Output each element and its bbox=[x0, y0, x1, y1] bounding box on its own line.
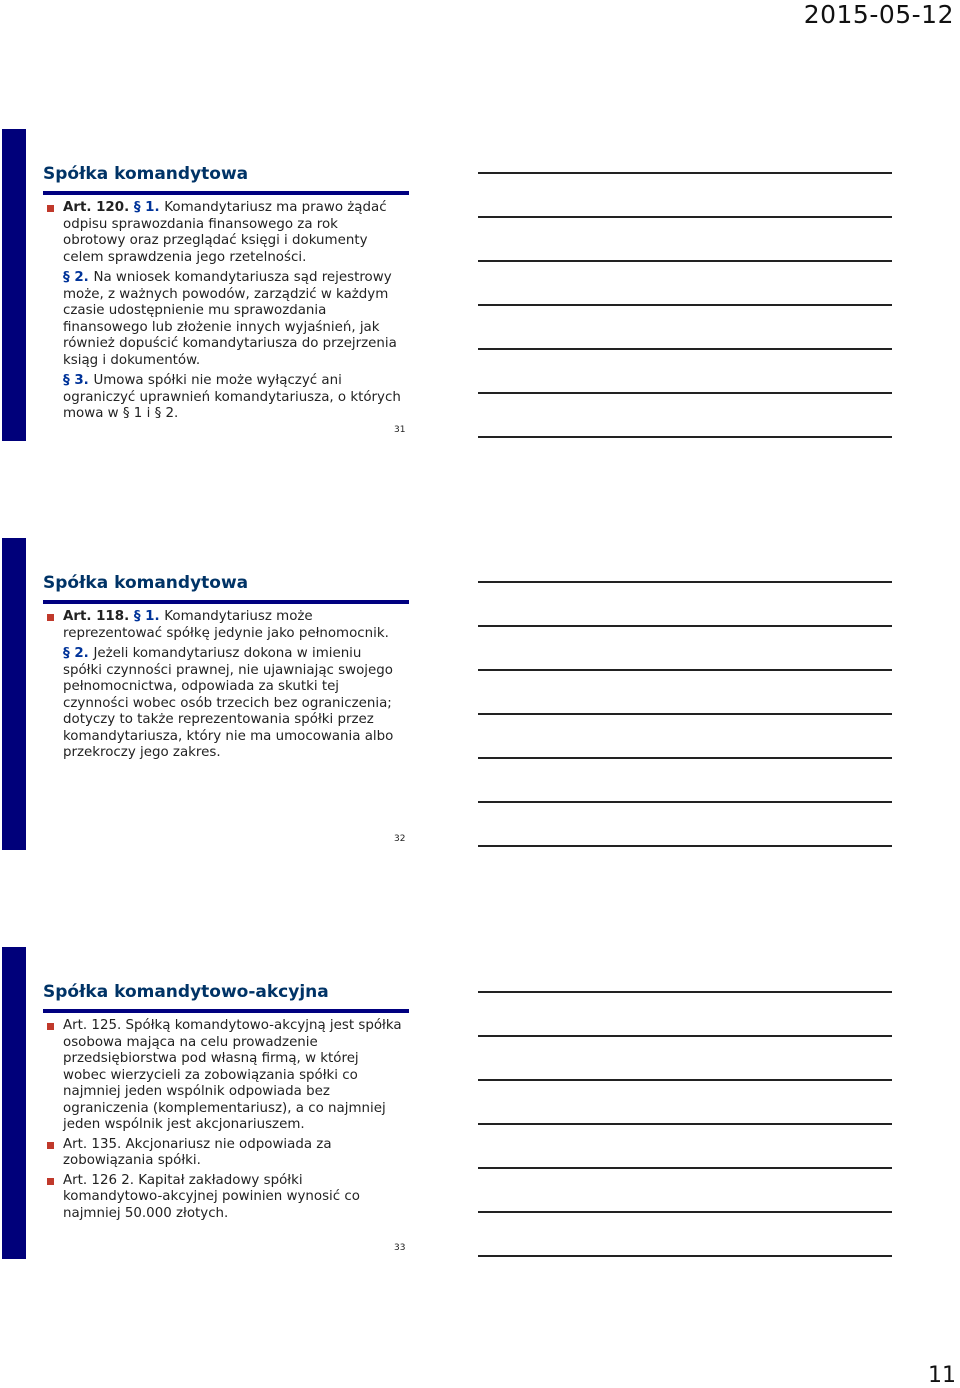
slide-body bbox=[44, 200, 404, 423]
note-line bbox=[478, 581, 892, 583]
paragraph bbox=[44, 646, 404, 762]
slide-title: Spółka komandytowo-akcyjna bbox=[43, 982, 329, 1002]
article-ref: § 3. bbox=[63, 373, 94, 388]
slide-accent-bar bbox=[2, 947, 26, 1259]
paragraph bbox=[44, 270, 404, 369]
note-line bbox=[478, 1255, 892, 1257]
note-line bbox=[478, 172, 892, 174]
text-run: Art. 135. Akcjonariusz nie odpowiada za zobowiązania spółki. bbox=[63, 1136, 332, 1168]
slide-number: 32 bbox=[394, 834, 406, 844]
article-ref: § 2. bbox=[63, 646, 94, 661]
note-line bbox=[478, 1167, 892, 1169]
slide-33 bbox=[0, 947, 420, 1259]
slide-accent-bar bbox=[2, 129, 26, 441]
slide-title: Spółka komandytowa bbox=[43, 164, 249, 184]
text-run: Komandytariusz ma prawo żądać odpisu sprawozdania finansowego za rok obrotowy oraz przeglądać księgi i dokumenty celem sprawdzenia jego rzetelności. bbox=[63, 200, 387, 265]
text-run: Umowa spółki nie może wyłączyć ani ograniczyć uprawnień komandytariusza, o których mowa w § 1 i § 2. bbox=[63, 373, 401, 421]
slide-body bbox=[44, 1018, 404, 1222]
slide-32 bbox=[0, 538, 420, 850]
page-date: 2015-05-12 bbox=[803, 0, 954, 29]
note-line bbox=[478, 991, 892, 993]
note-line bbox=[478, 625, 892, 627]
note-line bbox=[478, 1079, 892, 1081]
article-ref: § 1. bbox=[133, 609, 165, 624]
note-line bbox=[478, 1035, 892, 1037]
note-line bbox=[478, 260, 892, 262]
bullet-item bbox=[44, 1137, 404, 1170]
note-line bbox=[478, 669, 892, 671]
page-number: 11 bbox=[928, 1363, 956, 1388]
title-underline bbox=[43, 600, 409, 604]
note-line bbox=[478, 757, 892, 759]
article-ref: § 2. bbox=[63, 270, 94, 285]
title-underline bbox=[43, 191, 409, 195]
title-underline bbox=[43, 1009, 409, 1013]
article-ref: Art. 118. bbox=[63, 609, 134, 624]
note-line bbox=[478, 713, 892, 715]
text-run: Na wniosek komandytariusza sąd rejestrowy może, z ważnych powodów, zarządzić w każdym czasie udostępnienie mu sprawozdania finansowego lub złożenie innych wyjaśnień, jak również dopuścić komandytariusza do przejrzenia ksiąg i dokumentów. bbox=[63, 270, 397, 368]
note-line bbox=[478, 845, 892, 847]
article-ref: Art. 120. bbox=[63, 200, 134, 215]
paragraph bbox=[44, 373, 404, 423]
note-line bbox=[478, 216, 892, 218]
slide-accent-bar bbox=[2, 538, 26, 850]
note-line bbox=[478, 348, 892, 350]
text-run: Art. 126 2. Kapitał zakładowy spółki komandytowo-akcyjnej powinien wynosić co najmniej 50.000 złotych. bbox=[63, 1172, 360, 1221]
slide-title: Spółka komandytowa bbox=[43, 573, 249, 593]
text-run: Jeżeli komandytariusz dokona w imieniu spółki czynności prawnej, nie ujawniając swojego pełnomocnictwa, odpowiada za skutki tej czynności wobec osób trzecich bez ograniczenia; dotyczy to także reprezentowania spółki przez komandytariusza, który nie ma umocowania albo przekroczy jego zakres. bbox=[63, 646, 394, 760]
note-line bbox=[478, 436, 892, 438]
slide-number: 33 bbox=[394, 1243, 406, 1253]
bullet-item bbox=[44, 609, 404, 642]
note-line bbox=[478, 392, 892, 394]
slide-body bbox=[44, 609, 404, 762]
text-run: Art. 125. Spółką komandytowo-akcyjną jest spółka osobowa mająca na celu prowadzenie przedsiębiorstwa pod własną firmą, w której wobec wierzycieli za zobowiązania spółki co najmniej jeden wspólnik odpowiada bez ograniczenia (komplementariusz), a co najmniej jeden wspólnik jest akcjonariuszem. bbox=[63, 1018, 402, 1132]
note-line bbox=[478, 304, 892, 306]
text-run: Komandytariusz może reprezentować spółkę jedynie jako pełnomocnik. bbox=[63, 609, 389, 641]
article-ref: § 1. bbox=[133, 200, 165, 215]
note-line bbox=[478, 801, 892, 803]
bullet-item bbox=[44, 200, 404, 266]
note-line bbox=[478, 1211, 892, 1213]
slide-31 bbox=[0, 129, 420, 441]
bullet-item bbox=[44, 1018, 404, 1134]
note-line bbox=[478, 1123, 892, 1125]
bullet-item bbox=[44, 1173, 404, 1223]
slide-number: 31 bbox=[394, 425, 406, 435]
